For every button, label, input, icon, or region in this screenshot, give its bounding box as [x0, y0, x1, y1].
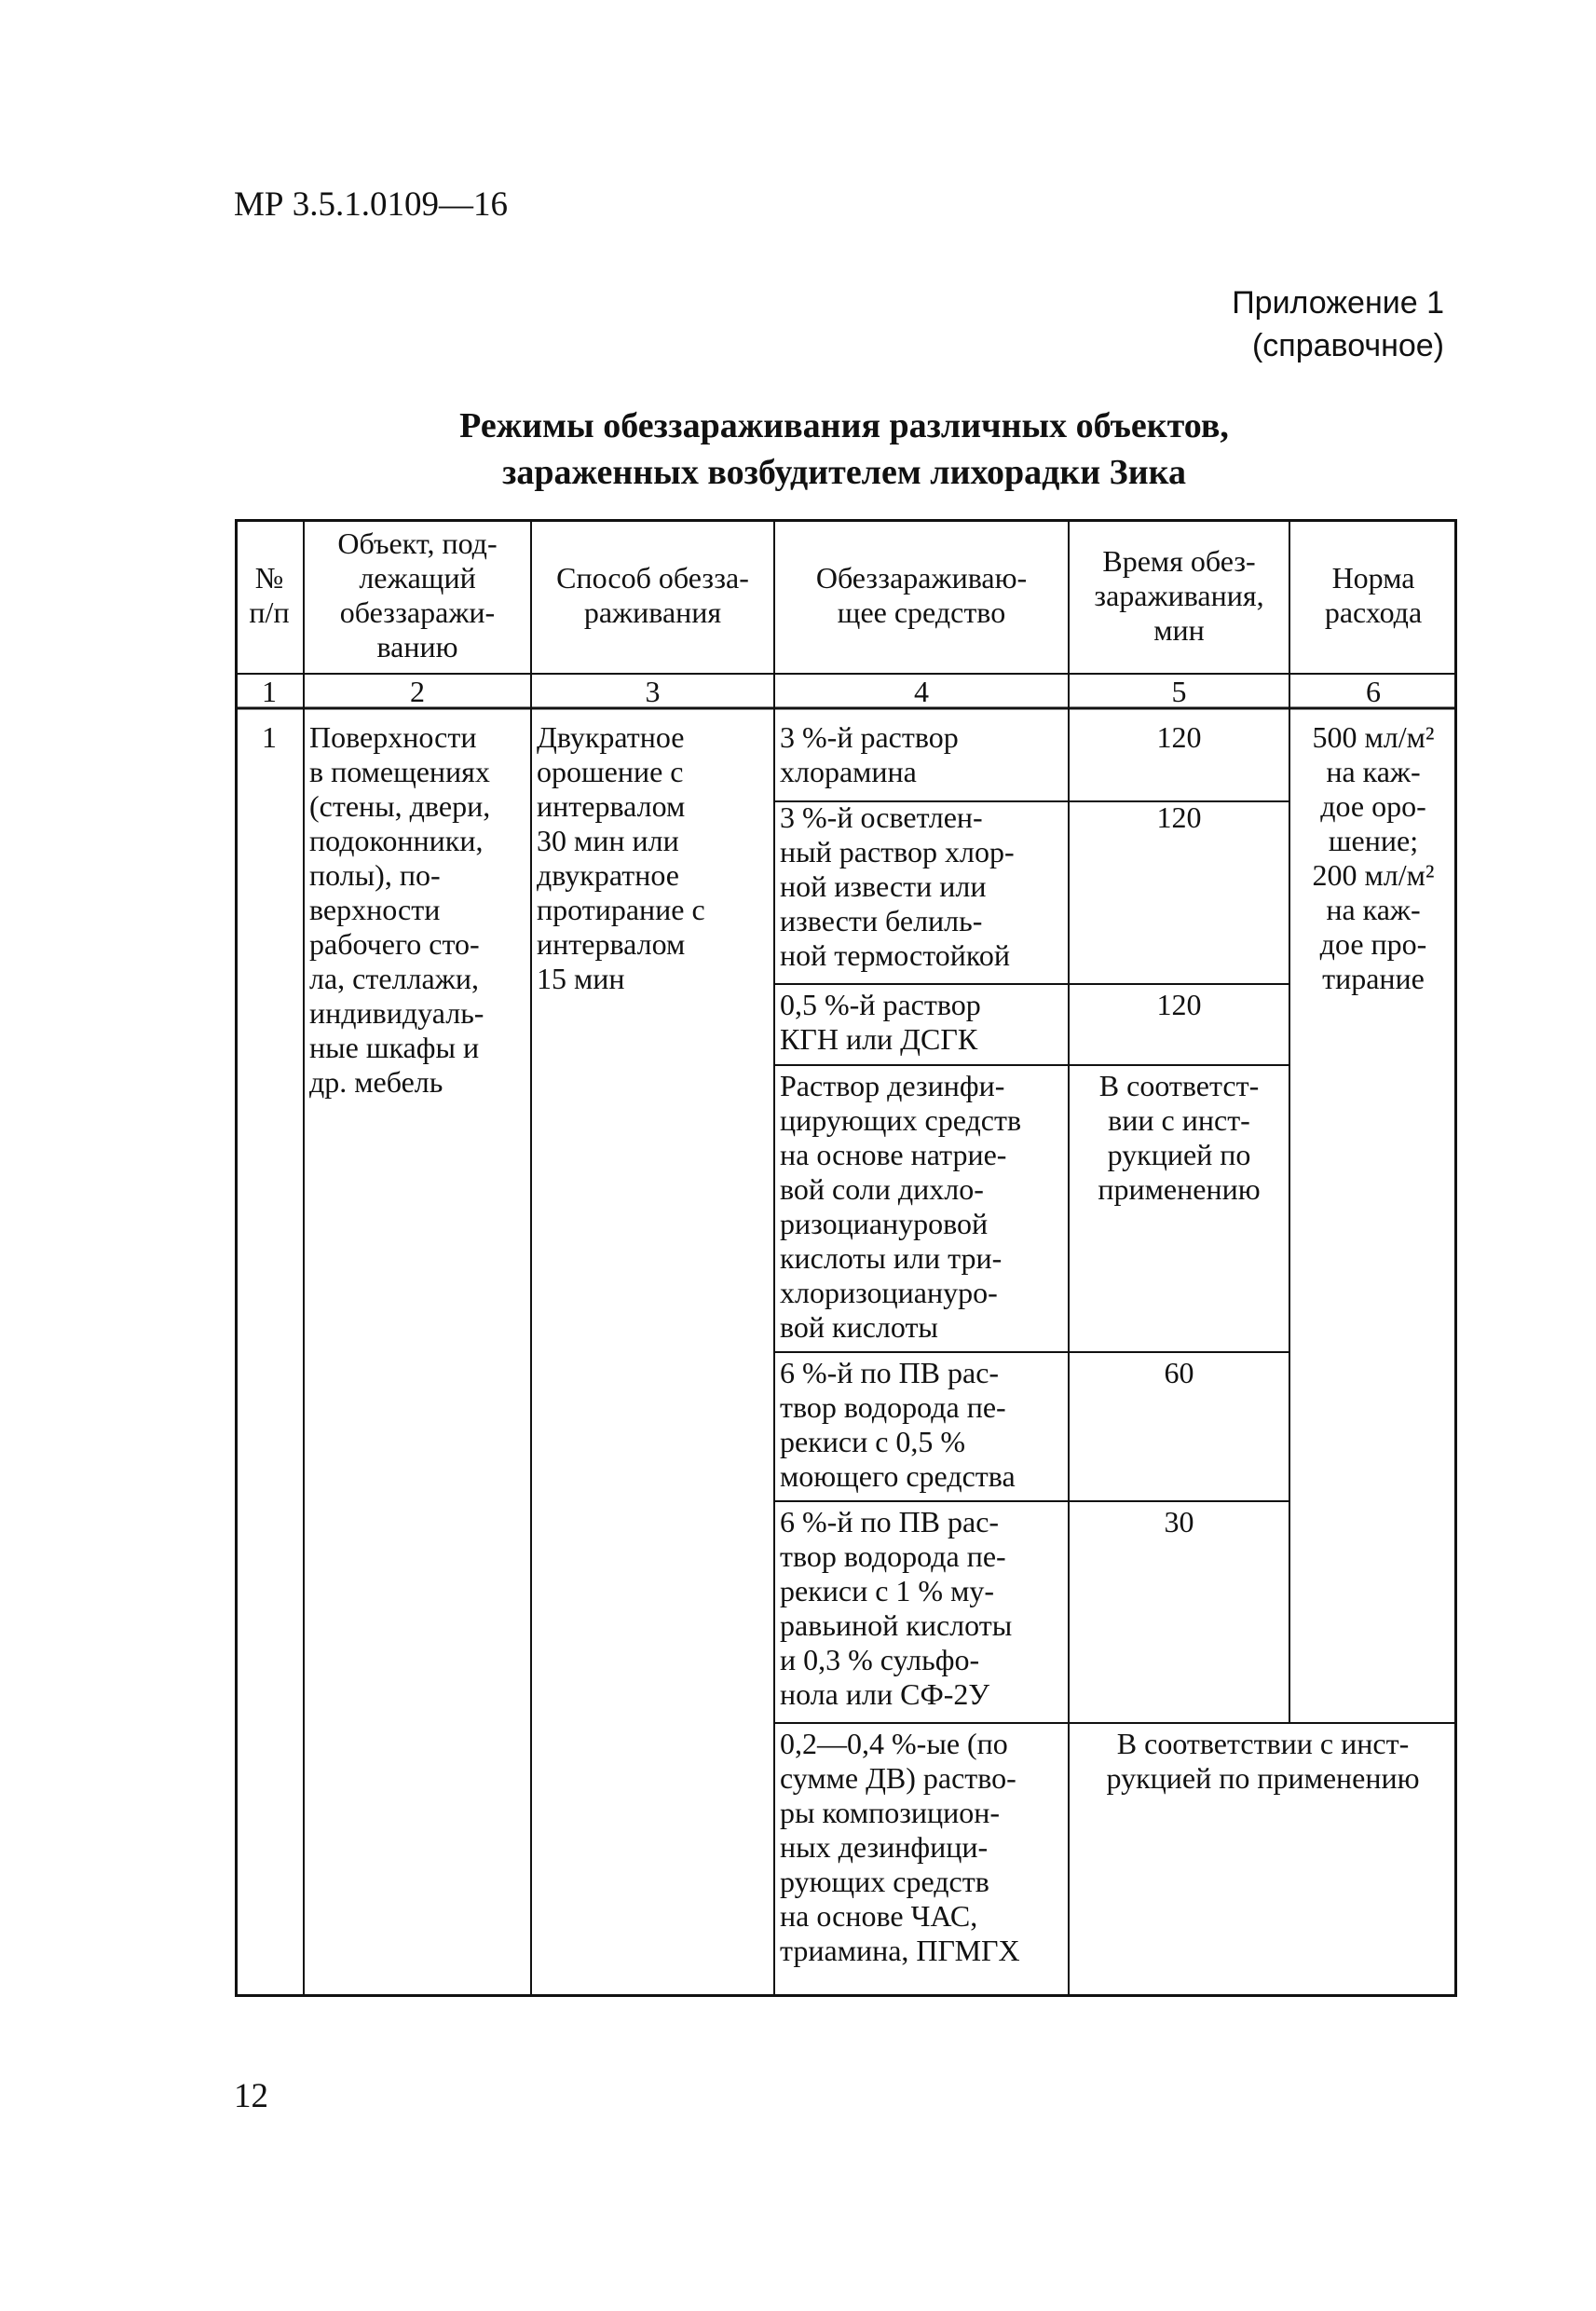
agent-cell: 6 %-й по ПВ рас- твор водорода пе- рекиси с 0,5 % моющего средства [780, 1356, 1016, 1493]
header-cell-norm: Норма расхода [1324, 561, 1423, 629]
appendix-type: (справочное) [1251, 328, 1444, 363]
page-number: 12 [234, 2077, 268, 2115]
header-cell-method: Способ обезза- раживания [556, 561, 749, 629]
time-cell: 120 [1156, 720, 1202, 754]
column-number-2: 2 [410, 675, 425, 708]
row-number: 1 [262, 720, 277, 754]
appendix-label [1232, 281, 1444, 367]
agent-cell: 0,2—0,4 %-ые (по сумме ДВ) раство- ры композицион- ных дезинфици- рующих средств на основе ЧАС, триамина, ПГМГХ [780, 1727, 1020, 1967]
column-number-5: 5 [1171, 675, 1187, 708]
norm-cell: 500 мл/м² на каж- дое оро- шение; 200 мл/м² на каж- дое про- тирание [1312, 720, 1435, 995]
header-cell-agent: Обеззараживаю- щее средство [815, 561, 1028, 629]
object-cell: Поверхности в помещениях (стены, двери, подоконники, полы), по- верхности рабочего сто- ла, стеллажи, индивидуаль- ные шкафы и др. мебель [309, 720, 491, 1099]
header-cell-time: Время обез- зараживания, мин [1094, 544, 1264, 647]
agent-cell: 3 %-й раствор хлорамина [780, 720, 959, 788]
time-cell: 120 [1156, 800, 1202, 834]
column-number-3: 3 [645, 675, 661, 708]
method-cell: Двукратное орошение с интервалом 30 мин или двукратное протирание с интервалом 15 мин [537, 720, 705, 995]
agent-cell: 3 %-й осветлен- ный раствор хлор- ной извести или извести белиль- ной термостойкой [780, 800, 1015, 972]
title-line-1: Режимы обеззараживания различных объектов, [459, 406, 1229, 445]
agent-cell: 6 %-й по ПВ рас- твор водорода пе- рекиси с 1 % му- равьиной кислоты и 0,3 % сульфо- нола или СФ-2У [780, 1505, 1013, 1711]
column-number-6: 6 [1366, 675, 1381, 708]
disinfection-table [235, 519, 1457, 1997]
agent-cell: Раствор дезинфи- цирующих средств на основе натрие- вой соли дихло- ризоциануровой кислоты или три- хлоризоциануро- вой кислоты [780, 1069, 1022, 1344]
appendix-number: Приложение 1 [1232, 285, 1444, 321]
column-number-1: 1 [262, 675, 277, 708]
time-cell: В соответст- вии с инст- рукцией по применению [1098, 1069, 1261, 1206]
title-line-2: зараженных возбудителем лихорадки Зика [502, 453, 1186, 492]
time-cell: 30 [1164, 1505, 1194, 1538]
header-cell-object: Объект, под- лежащий обеззаражи- ванию [337, 526, 498, 663]
document-code: МР 3.5.1.0109—16 [234, 185, 508, 224]
time-cell: 60 [1164, 1356, 1194, 1389]
page-title [234, 403, 1454, 496]
column-number-4: 4 [914, 675, 929, 708]
header-cell-number: № п/п [249, 561, 290, 629]
time-norm-merged-cell: В соответствии с инст- рукцией по применению [1106, 1727, 1420, 1795]
agent-cell: 0,5 %-й раствор КГН или ДСГК [780, 988, 981, 1056]
time-cell: 120 [1156, 988, 1202, 1021]
